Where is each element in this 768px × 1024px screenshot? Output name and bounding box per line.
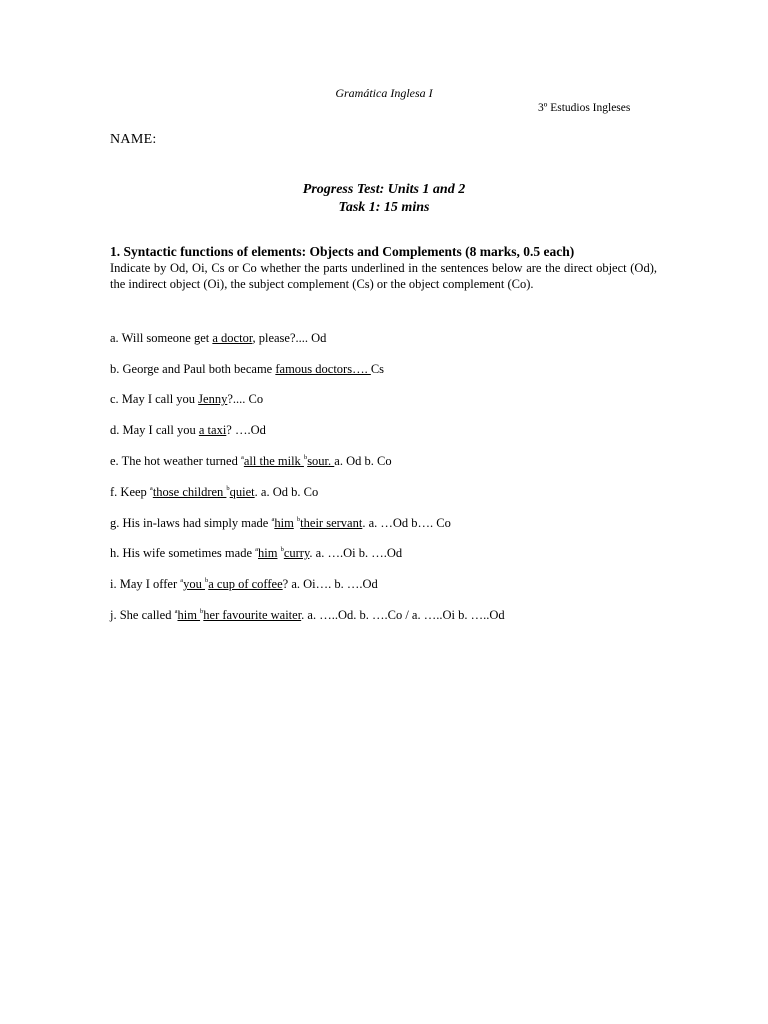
question-text: h. His wife sometimes made xyxy=(110,546,256,560)
part-a-marker: a xyxy=(271,516,275,524)
course-title: Gramática Inglesa I xyxy=(335,86,433,100)
question-answer: . a. …Od b…. Co xyxy=(362,516,451,530)
question-text: e. The hot weather turned xyxy=(110,454,241,468)
question-answer: . a. Od b. Co xyxy=(254,485,319,499)
question-text: c. May I call you xyxy=(110,392,199,406)
question-answer: ?.... Co xyxy=(227,392,264,406)
question-text: f. Keep xyxy=(110,485,150,499)
question-text: d. May I call you xyxy=(110,423,199,437)
question-answer: a. Od b. Co xyxy=(334,454,392,468)
question-c xyxy=(110,392,263,407)
underlined-part-a: him xyxy=(177,608,201,622)
question-a xyxy=(110,331,326,346)
question-answer: . a. …..Od. b. ….Co / a. …..Oi b. …..Od xyxy=(301,608,505,622)
part-a-marker: a xyxy=(240,454,244,462)
question-answer: , please?.... Od xyxy=(252,331,327,345)
question-answer: ? a. Oi…. b. ….Od xyxy=(282,577,378,591)
part-a-marker: a xyxy=(180,577,184,585)
underlined-part: a taxi xyxy=(198,423,227,437)
part-b-marker: b xyxy=(226,485,230,493)
question-answer: . a. ….Oi b. ….Od xyxy=(309,546,403,560)
underlined-part-b: quiet xyxy=(229,485,255,499)
question-d xyxy=(110,423,266,438)
question-f xyxy=(110,485,318,500)
question-e xyxy=(110,454,392,469)
underlined-part-a: all the milk xyxy=(243,454,304,468)
underlined-part-a: you xyxy=(183,577,205,591)
underlined-part-b: a cup of coffee xyxy=(208,577,283,591)
underlined-part-a: those children xyxy=(152,485,227,499)
question-text: j. She called xyxy=(110,608,175,622)
question-h xyxy=(110,546,402,561)
part-b-marker: b xyxy=(280,546,284,554)
underlined-part-b: curry xyxy=(283,546,310,560)
underlined-part: Jenny xyxy=(198,392,228,406)
part-a-marker: a xyxy=(149,485,153,493)
part-b-marker: b xyxy=(205,577,209,585)
question-text: a. Will someone get xyxy=(110,331,213,345)
part-a-marker: a xyxy=(255,546,259,554)
question-g xyxy=(110,516,451,531)
part-a-marker: a xyxy=(174,608,178,616)
question-text: i. May I offer xyxy=(110,577,181,591)
underlined-part: a doctor xyxy=(212,331,253,345)
underlined-part-a: him xyxy=(274,516,294,530)
task-title: Task 1: 15 mins xyxy=(338,200,430,215)
part-b-marker: b xyxy=(200,608,204,616)
underlined-part-a: him xyxy=(258,546,278,560)
course-year: 3º Estudios Ingleses xyxy=(538,102,631,114)
question-answer: Cs xyxy=(370,362,385,376)
part-b-marker: b xyxy=(303,454,308,462)
section-heading: 1. Syntactic functions of elements: Objects and Complements (8 marks, 0.5 each) xyxy=(110,244,575,259)
question-text: b. George and Paul both became xyxy=(110,362,276,376)
part-b-marker: b xyxy=(296,516,301,524)
question-b xyxy=(110,362,384,377)
underlined-part-b: their servant xyxy=(300,516,363,530)
question-text: g. His in-laws had simply made xyxy=(110,516,272,530)
test-title: Progress Test: Units 1 and 2 xyxy=(302,182,466,197)
underlined-part-b: her favourite waiter xyxy=(203,608,302,622)
question-j xyxy=(110,608,505,623)
question-answer: ? ….Od xyxy=(226,423,266,437)
underlined-part-b: sour. xyxy=(307,454,335,468)
question-i xyxy=(110,577,378,592)
name-label: NAME: xyxy=(110,132,157,147)
underlined-part: famous doctors…. xyxy=(275,362,371,376)
section-instructions: Indicate by Od, Oi, Cs or Co whether the parts underlined in the sentences below are the direct object (Od), the indirect object (Oi), the subject complement (Cs) or the object complement (Co). xyxy=(110,261,657,291)
